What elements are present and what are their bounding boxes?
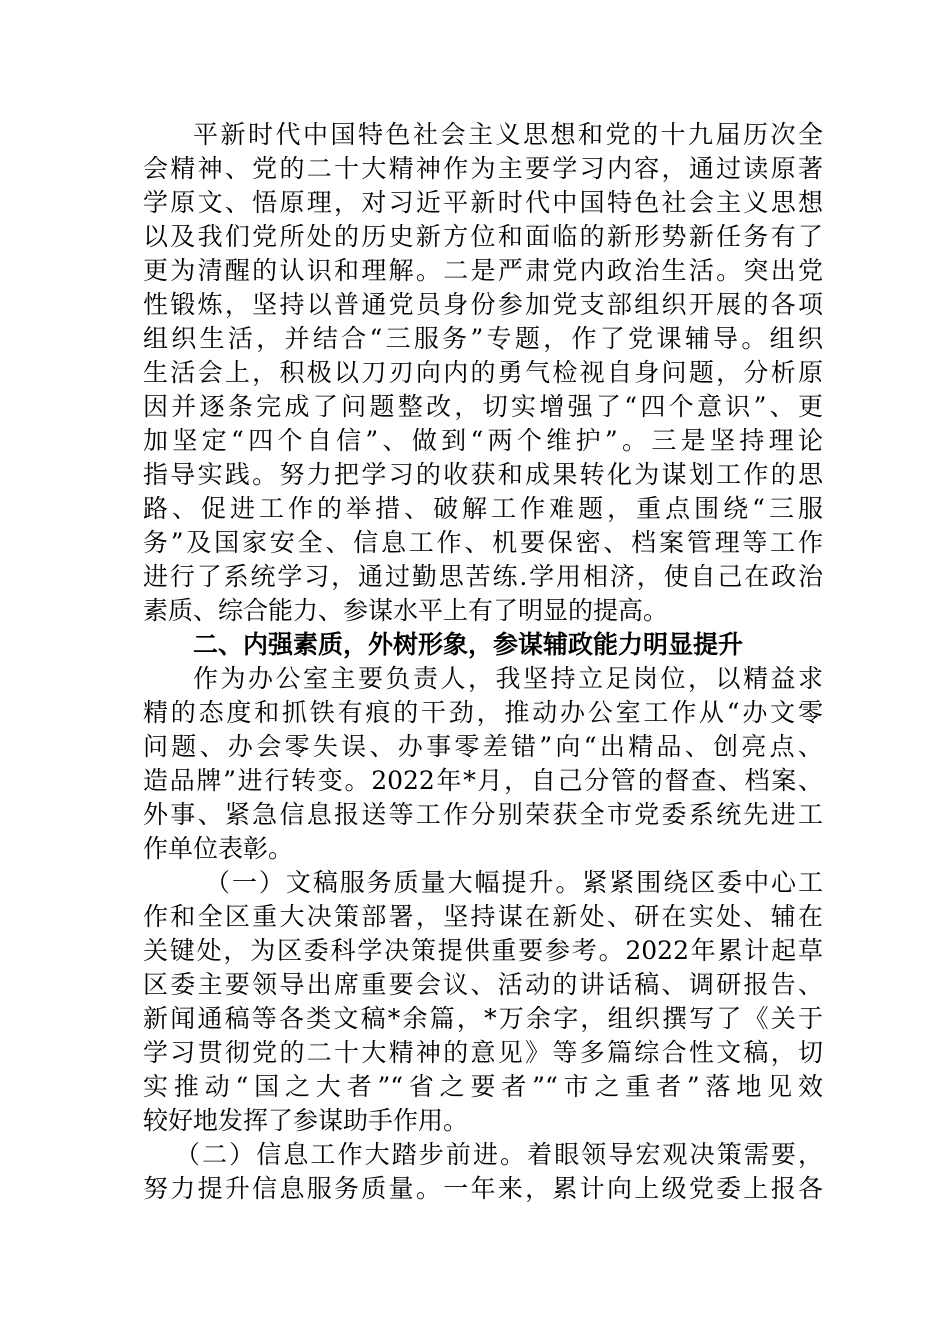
text-line: 加坚定“四个自信”、做到“两个维护”。三是坚持理论 (143, 426, 823, 455)
text-line: 作和全区重大决策部署，坚持谋在新处、研在实处、辅在 (143, 902, 823, 931)
text-line: 新闻通稿等各类文稿*余篇，*万余字，组织撰写了《关于 (143, 1004, 823, 1033)
text-line: 精的态度和抓铁有痕的干劲，推动办公室工作从“办文零 (143, 698, 823, 727)
text-line: 进行了系统学习，通过勤思苦练.学用相济，使自己在政治 (143, 562, 823, 591)
text-line: 学习贯彻党的二十大精神的意见》等多篇综合性文稿，切 (143, 1038, 823, 1067)
text-line: 问题、办会零失误、办事零差错”向“出精品、创亮点、 (143, 732, 823, 761)
text-line: 学原文、悟原理，对习近平新时代中国特色社会主义思想 (143, 188, 823, 217)
document-page (143, 118, 823, 1206)
text-line: 素质、综合能力、参谋水平上有了明显的提高。 (143, 596, 669, 625)
text-line: 性锻炼，坚持以普通党员身份参加党支部组织开展的各项 (143, 290, 823, 319)
text-line: （二）信息工作大踏步前进。着眼领导宏观决策需要， (175, 1140, 823, 1169)
text-line: 外事、紧急信息报送等工作分别荣获全市党委系统先进工 (143, 800, 823, 829)
paragraph-study (143, 118, 823, 628)
text-line: 会精神、党的二十大精神作为主要学习内容，通过读原著 (143, 154, 823, 183)
text-line: 组织生活，并结合“三服务”专题，作了党课辅导。组织 (143, 324, 823, 353)
text-line: 生活会上，积极以刀刃向内的勇气检视自身问题，分析原 (143, 358, 823, 387)
text-line: 路、促进工作的举措、破解工作难题，重点围绕“三服 (143, 494, 823, 523)
paragraph-drafting (143, 866, 823, 1138)
text-line: 实推动“国之大者”“省之要者”“市之重者”落地见效 (143, 1072, 823, 1101)
section-heading: 二、内强素质，外树形象，参谋辅政能力明显提升 (193, 630, 744, 659)
text-line: 关键处，为区委科学决策提供重要参考。2022年累计起草 (143, 936, 823, 965)
text-line: 更为清醒的认识和理解。二是严肃党内政治生活。突出党 (143, 256, 823, 285)
paragraph-information (143, 1138, 823, 1206)
text-line: 指导实践。努力把学习的收获和成果转化为谋划工作的思 (143, 460, 823, 489)
paragraph-office-role (143, 662, 823, 866)
text-line: 因并逐条完成了问题整改，切实增强了“四个意识”、更 (143, 392, 823, 421)
text-line: 较好地发挥了参谋助手作用。 (143, 1106, 469, 1135)
text-line: 区委主要领导出席重要会议、活动的讲话稿、调研报告、 (143, 970, 823, 999)
text-line: 作单位表彰。 (143, 834, 294, 863)
text-line: 造品牌”进行转变。2022年*月，自己分管的督查、档案、 (143, 766, 823, 795)
text-line: 努力提升信息服务质量。一年来，累计向上级党委上报各 (143, 1174, 823, 1203)
text-line: （一）文稿服务质量大幅提升。紧紧围绕区委中心工 (205, 868, 823, 897)
text-line: 以及我们党所处的历史新方位和面临的新形势新任务有了 (143, 222, 823, 251)
text-line: 作为办公室主要负责人，我坚持立足岗位，以精益求 (193, 664, 823, 693)
text-line: 务”及国家安全、信息工作、机要保密、档案管理等工作 (143, 528, 823, 557)
text-line: 平新时代中国特色社会主义思想和党的十九届历次全 (193, 120, 823, 149)
